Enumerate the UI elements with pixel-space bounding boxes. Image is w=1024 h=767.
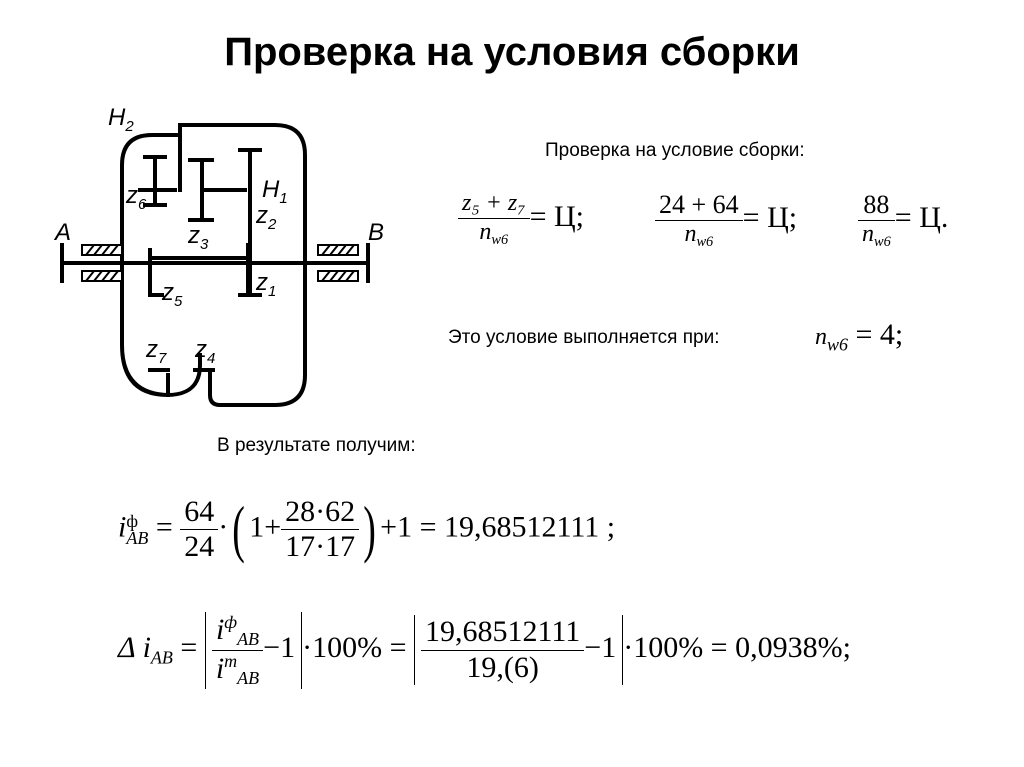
error-equation: Δ $i_{AB}$ = $\frac{i^ф_{AB}}{i^т_{AB}}$ −1 ·100% = $\frac{19,68512111}{19,(6)}$ −1 ·100% = 0,0938%; bbox=[118, 612, 851, 688]
condition-equation: $n_{w6} = 4$; bbox=[815, 318, 904, 355]
label-z4: $z_4$ bbox=[195, 336, 216, 367]
label-z6: $z_6$ bbox=[126, 182, 147, 213]
result-label: В результате получим: bbox=[217, 435, 416, 456]
assembly-equation-1: $\frac{\text{z₅ + z₇}}{n_{w6}}$ = Ц; bbox=[458, 190, 584, 248]
assembly-equation-3: $\frac{88}{n_{w6}}$ = Ц. bbox=[858, 190, 948, 250]
label-z5: $z_5$ bbox=[162, 279, 183, 310]
label-z7: $z_7$ bbox=[146, 336, 167, 367]
page-title: Проверка на условия сборки bbox=[224, 30, 800, 74]
label-h2: $H_2$ bbox=[108, 104, 134, 135]
gear-ratio-equation: i ф AB = $\frac{64}{24}$ ·( 1+ $\frac{28\cdot 62}{17\cdot 17}$ ) +1 = 19,68512111 ; bbox=[118, 494, 616, 564]
gear-train-diagram bbox=[50, 95, 450, 425]
condition-label: Это условие выполняется при: bbox=[448, 327, 720, 348]
label-h1: $H_1$ bbox=[262, 176, 288, 207]
label-z1: $z_1$ bbox=[256, 269, 277, 300]
label-b: B bbox=[368, 219, 385, 246]
label-z2: $z_2$ bbox=[256, 202, 277, 233]
label-z3: $z_3$ bbox=[188, 222, 209, 253]
label-a: A bbox=[55, 219, 72, 246]
check-label: Проверка на условие сборки: bbox=[545, 140, 805, 161]
assembly-equation-2: $\frac{24 + 64}{n_{w6}}$ = Ц; bbox=[655, 190, 797, 250]
